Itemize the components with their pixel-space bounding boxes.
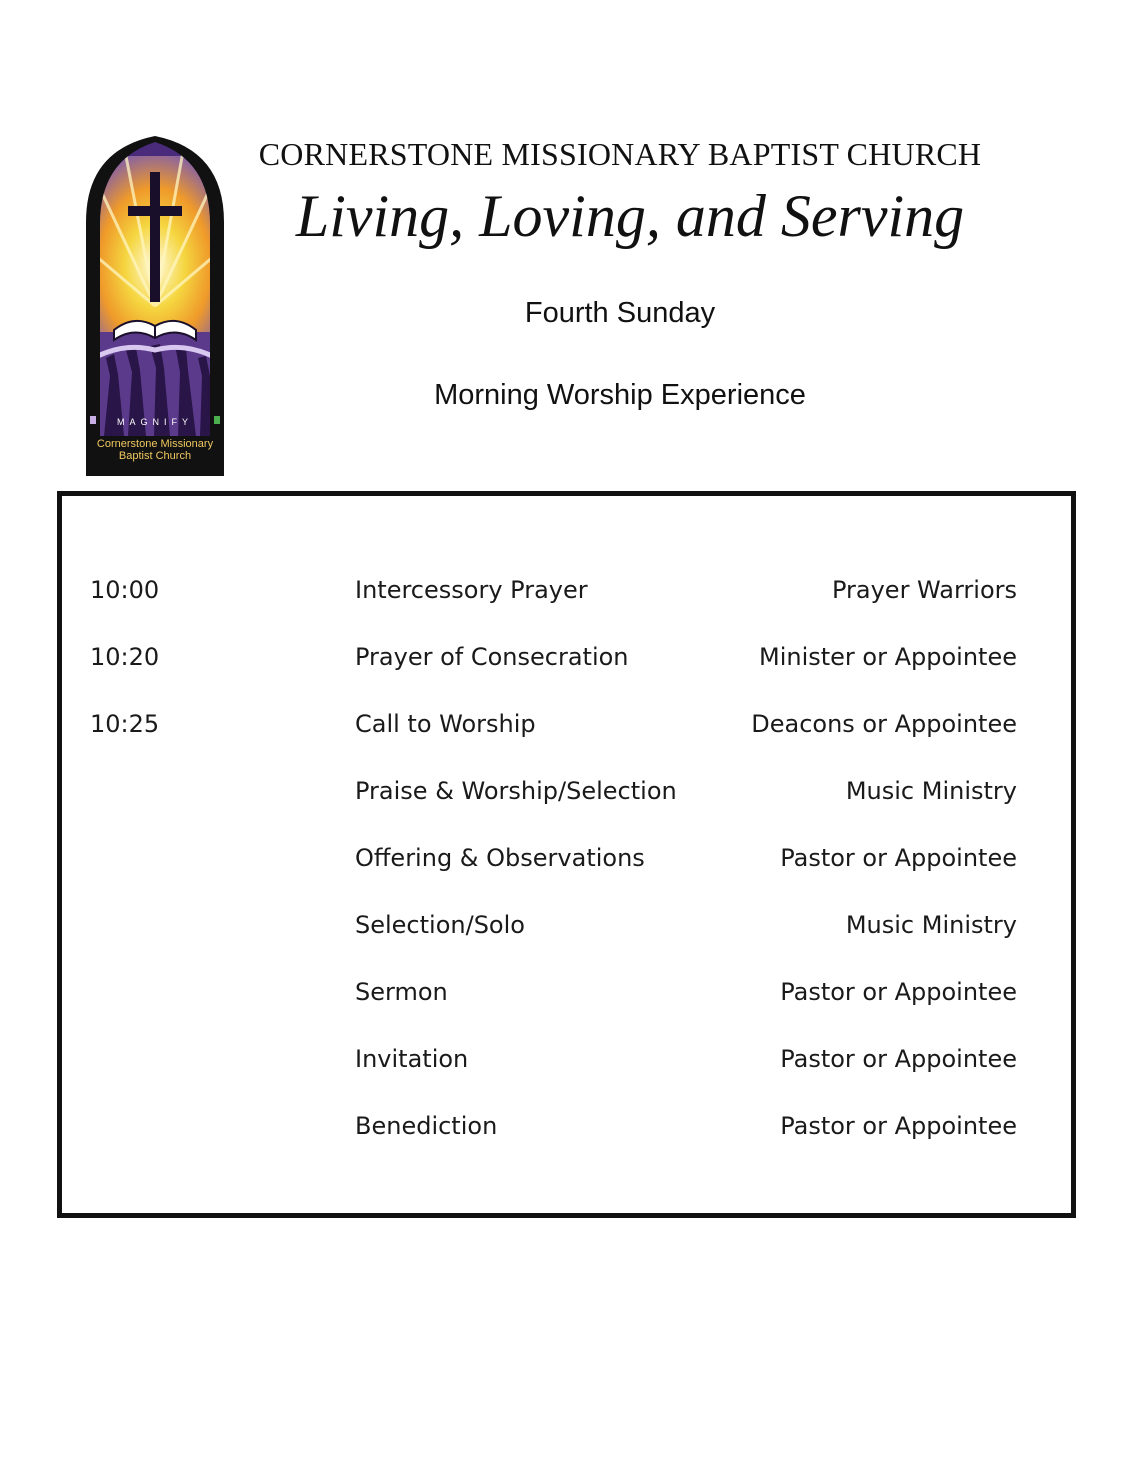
- row-item: Invitation: [355, 1045, 469, 1073]
- church-motto: Living, Loving, and Serving: [295, 183, 965, 249]
- program-row: [62, 639, 1071, 675]
- logo-bottom-word: MAGNIFY: [116, 417, 193, 427]
- service-name: Morning Worship Experience: [434, 379, 806, 411]
- logo-caption: [86, 438, 224, 462]
- row-item: Prayer of Consecration: [355, 643, 629, 671]
- row-leader: Pastor or Appointee: [780, 844, 1017, 872]
- church-name: CORNERSTONE MISSIONARY BAPTIST CHURCH: [258, 136, 982, 172]
- program-row: [62, 840, 1071, 876]
- logo-caption-line1: Cornerstone Missionary: [96, 438, 214, 450]
- order-of-service: [57, 491, 1076, 1218]
- program-row: [62, 907, 1071, 943]
- row-item: Offering & Observations: [355, 844, 645, 872]
- row-leader: Deacons or Appointee: [751, 710, 1017, 738]
- row-leader: Minister or Appointee: [759, 643, 1017, 671]
- row-item: Praise & Worship/Selection: [355, 777, 677, 805]
- program-row: [62, 706, 1071, 742]
- row-item: Intercessory Prayer: [355, 576, 588, 604]
- row-leader: Prayer Warriors: [831, 576, 1017, 604]
- row-item: Call to Worship: [355, 710, 536, 738]
- program-row: [62, 773, 1071, 809]
- program-row: [62, 1108, 1071, 1144]
- row-time: 10:20: [90, 643, 160, 671]
- row-item: Sermon: [355, 978, 448, 1006]
- row-item: Selection/Solo: [355, 911, 525, 939]
- row-item: Benediction: [355, 1112, 498, 1140]
- program-row: [62, 974, 1071, 1010]
- row-leader: Music Ministry: [845, 777, 1017, 805]
- row-time: 10:00: [90, 576, 160, 604]
- row-leader: Pastor or Appointee: [780, 1112, 1017, 1140]
- row-leader: Music Ministry: [845, 911, 1017, 939]
- service-day: Fourth Sunday: [524, 297, 716, 329]
- row-leader: Pastor or Appointee: [780, 978, 1017, 1006]
- program-row: [62, 1041, 1071, 1077]
- row-time: 10:25: [90, 710, 160, 738]
- program-row: [62, 572, 1071, 608]
- row-leader: Pastor or Appointee: [780, 1045, 1017, 1073]
- logo-caption-line2: Baptist Church: [118, 450, 192, 462]
